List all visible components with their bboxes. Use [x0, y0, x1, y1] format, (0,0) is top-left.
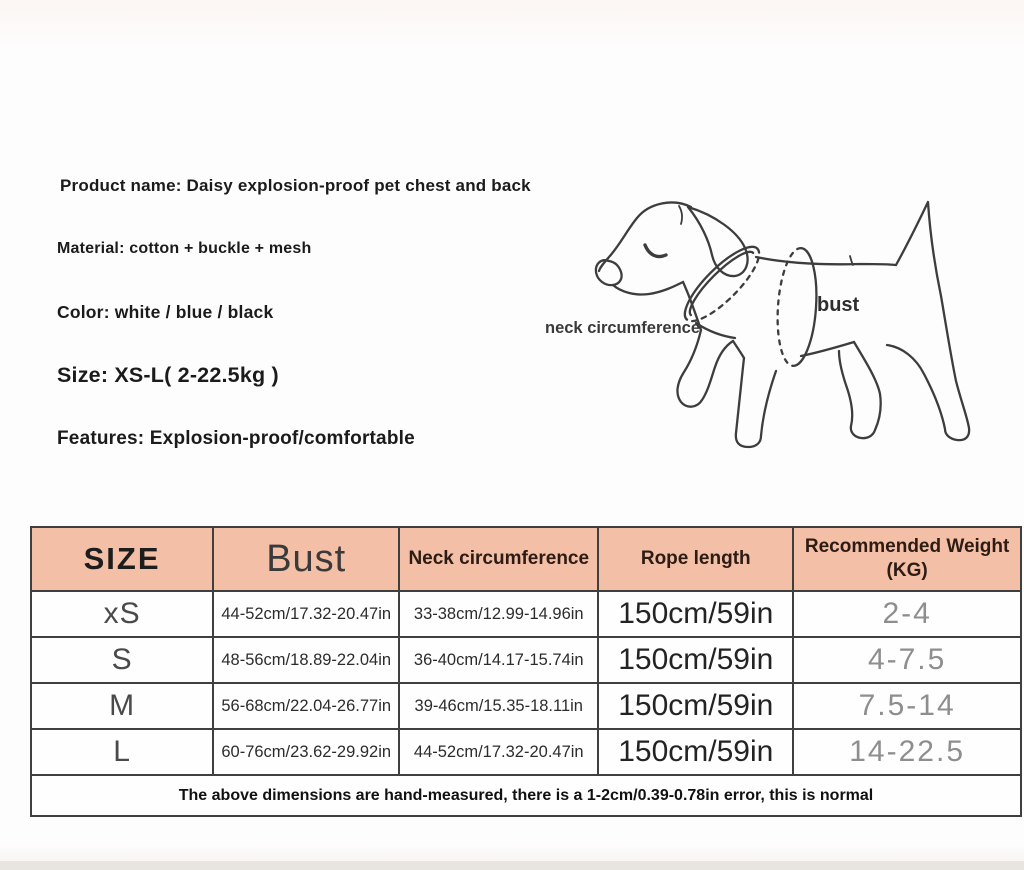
- features-line: Features: Explosion-proof/comfortable: [57, 428, 415, 449]
- rope-cell: 150cm/59in: [598, 591, 793, 637]
- dog-eye: [645, 245, 666, 257]
- bust-cell: 44-52cm/17.32-20.47in: [213, 591, 399, 637]
- size-line: Size: XS-L( 2-22.5kg ): [57, 363, 279, 387]
- header-bust: Bust: [213, 527, 399, 591]
- rope-cell: 150cm/59in: [598, 637, 793, 683]
- size-chart-table: [30, 526, 1022, 817]
- header-weight: [793, 527, 1021, 591]
- weight-cell: 2-4: [793, 591, 1021, 637]
- size-cell: M: [31, 683, 213, 729]
- weight-cell: 14-22.5: [793, 729, 1021, 775]
- neck-cell: 36-40cm/14.17-15.74in: [399, 637, 598, 683]
- size-cell: L: [31, 729, 213, 775]
- table-row: [31, 729, 1021, 775]
- table-header-row: [31, 527, 1021, 591]
- bust-cell: 60-76cm/23.62-29.92in: [213, 729, 399, 775]
- bust-label: bust: [817, 294, 860, 316]
- bottom-strip: [0, 861, 1024, 870]
- neck-cell: 44-52cm/17.32-20.47in: [399, 729, 598, 775]
- weight-cell: 4-7.5: [793, 637, 1021, 683]
- neck-cell: 33-38cm/12.99-14.96in: [399, 591, 598, 637]
- dog-measurement-diagram: [545, 195, 1005, 460]
- header-size: SIZE: [31, 527, 213, 591]
- neck-circumference-label: neck circumference: [545, 319, 701, 337]
- table-row: [31, 683, 1021, 729]
- size-cell: xS: [31, 591, 213, 637]
- neck-circumference-ring: [675, 237, 768, 330]
- neck-cell: 39-46cm/15.35-18.11in: [399, 683, 598, 729]
- measurement-note-row: [31, 775, 1021, 816]
- header-weight-label: Recommended Weight: [804, 536, 1010, 558]
- rope-cell: 150cm/59in: [598, 729, 793, 775]
- bust-cell: 48-56cm/18.89-22.04in: [213, 637, 399, 683]
- material-line: Material: cotton + buckle + mesh: [57, 240, 312, 257]
- table-row: [31, 637, 1021, 683]
- header-neck: Neck circumference: [399, 527, 598, 591]
- color-line: Color: white / blue / black: [57, 302, 274, 322]
- header-weight-sublabel: (KG): [886, 560, 928, 581]
- header-rope: Rope length: [598, 527, 793, 591]
- table-row: [31, 591, 1021, 637]
- measurement-note: The above dimensions are hand-measured, there is a 1-2cm/0.39-0.78in error, this is normal: [31, 775, 1021, 816]
- product-name-line: Product name: Daisy explosion-proof pet chest and back: [60, 176, 531, 195]
- bust-cell: 56-68cm/22.04-26.77in: [213, 683, 399, 729]
- bust-ring: [774, 247, 820, 367]
- weight-cell: 7.5-14: [793, 683, 1021, 729]
- rope-cell: 150cm/59in: [598, 683, 793, 729]
- size-cell: S: [31, 637, 213, 683]
